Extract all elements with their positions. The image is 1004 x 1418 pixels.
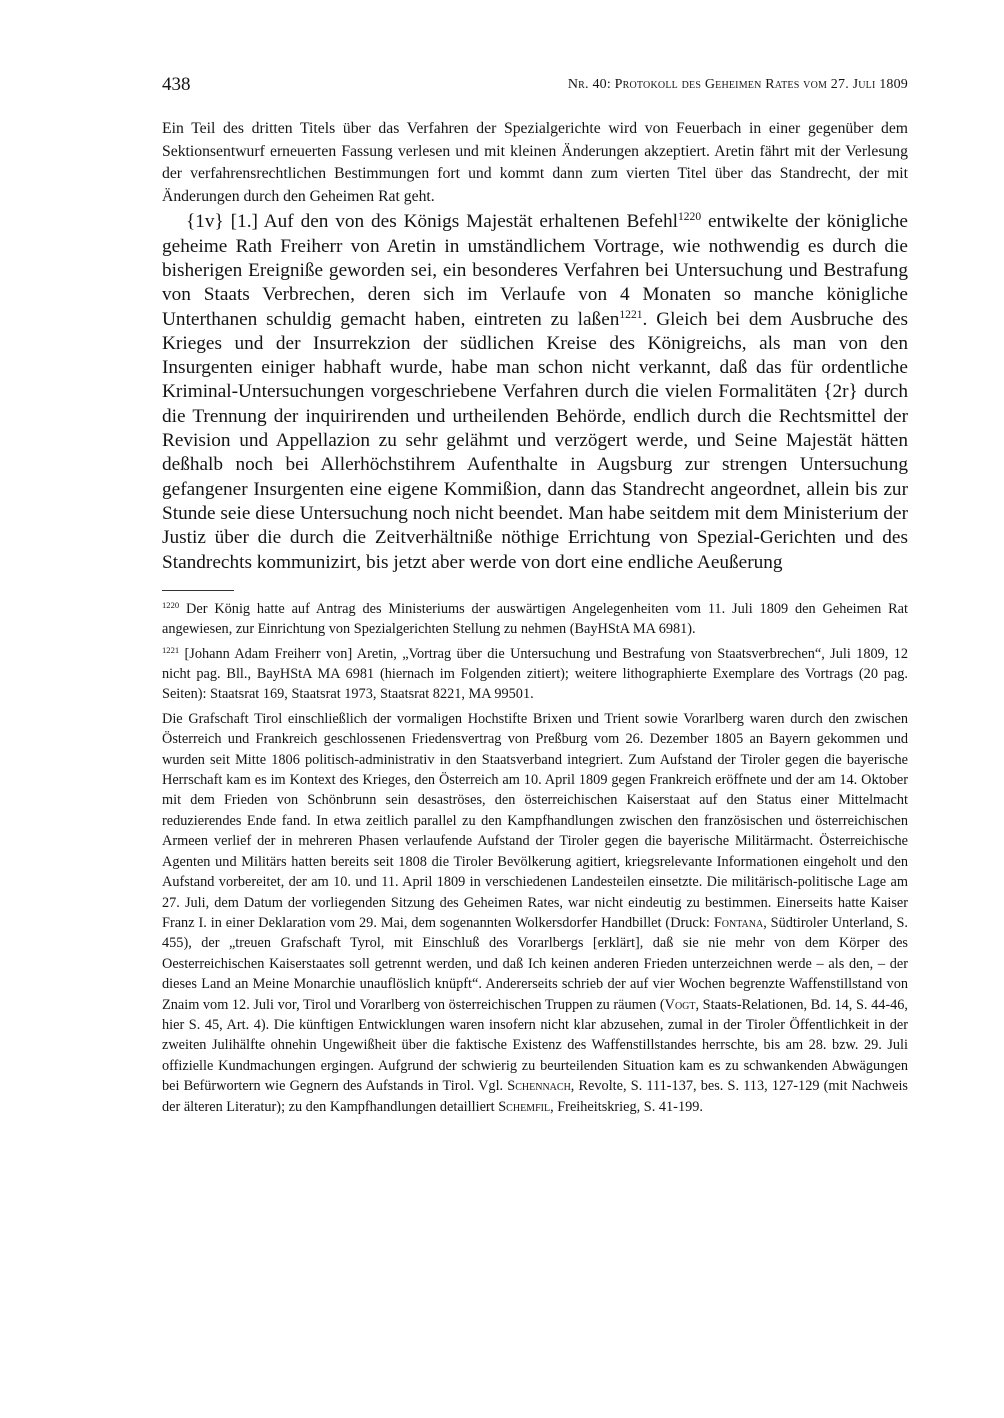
main-text-part: . Gleich bei dem Ausbruche des Krieges und der Insurrekzion der südlichen Kreise des Königreichs, als man von den Insurgenten einiger habhaft wurde, habe man schon nicht verkannt, daß das für ordentliche Kriminal-Untersuchungen vorgeschriebene Verfahren durch die vielen Formalitäten {2r} durch die Trennung der inquirirenden und urtheilenden Behörde, endlich durch die Rechtsmittel der Revision und Appellazion zu sehr gelähmt und verzögert werde, und Seine Majestät hätten deßhalb noch bei Allerhöchstihrem Aufenthalte in Augsburg zur strengen Untersuchung gefangener Insurgenten eine eigene Kommißion, dann das Standrecht angeordnet, allein bis zur Stunde seie diese Untersuchung noch nicht beendet. Man habe seitdem mit dem Ministerium der Justiz über die durch die Zeitverhältniße nöthige Errichtung von Spezial-Gerichten und des Standrechts kommunizirt, bis jetzt aber werde von dort eine endliche Aeußerung [162, 308, 909, 573]
running-head: Nr. 40: Protokoll des Geheimen Rates vom 27. Juli 1809 [567, 77, 908, 92]
footnote [162, 599, 908, 640]
footnote-separator [162, 590, 234, 591]
footnote-reference: 1220 [677, 210, 702, 224]
footnote-text: Der König hatte auf Antrag des Ministeriums der auswärtigen Angelegenheiten vom 11. Juli 1809 den Geheimen Rat angewiesen, zur Einrichtung von Spezialgerichten Stellung zu nehmen (BayHStA MA 6981). [162, 600, 908, 638]
footnote-text: , Staats-Relationen, Bd. 14, S. 44-46, hier S. 45, Art. 4). Die künftigen Entwicklungen waren insofern nicht klar abzusehen, zumal in der Tiroler Öffentlichkeit in der zweiten Julihälfte ohnehin Ungewißheit über die faktische Existenz des Waffenstillstandes herrschte, bis am 28. bzw. 29. Juli offizielle Kundmachungen ergingen. Aufgrund der schwierig zu beurteilenden Situation kam es zu schwankenden Abwägungen bei Befürwortern wie Gegnern des Aufstands in Tirol. Vgl. [162, 996, 908, 1095]
author-name: Schemfil [498, 1098, 551, 1115]
book-page [162, 72, 908, 1117]
footnote-text: , Südtiroler Unterland, S. 455), der „treuen Grafschaft Tyrol, mit Einschluß des Vorarlbergs [erklärt], daß sie nie mehr von dem Körper des Oesterreichischen Kaiserstaates soll getrennt werden, und daß Ich keinen anderen Frieden unterzeichnen werde – als den, – der dieses Land an Meine Monarchie unauflöslich knüpft“. Andererseits schrieb der auf vier Wochen begrenzte Waffenstillstand von Znaim vom 12. Juli vor, Tirol und Vorarlberg von österreichischen Truppen zu räumen ( [162, 914, 908, 1013]
footnote-text: , Freiheitskrieg, S. 41-199. [550, 1098, 703, 1115]
footnote-number: 1220 [162, 599, 180, 610]
main-text-part: {1v} [1.] Auf den von des Königs Majestät erhaltenen Befehl [186, 211, 678, 233]
summary-paragraph: Ein Teil des dritten Titels über das Verfahren der Spezialgerichte wird von Feuerbach in einer gegenüber dem Sektionsentwurf erneuerten Fassung verlesen und mit kleinen Änderungen akzeptiert. Aretin fährt mit der Verlesung der verfahrensrechtlichen Bestimmungen fort und kommt dann zum vierten Titel über das Standrecht, der mit Änderungen durch den Geheimen Rat geht. [162, 120, 908, 205]
footnote-reference: 1221 [619, 307, 643, 321]
author-name: Schennach [507, 1078, 571, 1095]
page-number: 438 [162, 74, 191, 95]
footnote-text: [Johann Adam Freiherr von] Aretin, „Vortrag über die Untersuchung und Bestrafung von Staatsverbrechen“, Juli 1809, 12 nicht pag. Bll., BayHStA MA 6981 (hiernach im Folgenden zitiert); weitere lithographierte Exemplare des Vortrags (20 pag. Seiten): Staatsrat 169, Staatsrat 1973, Staatsrat 8221, MA 99501. [162, 645, 908, 703]
footnote-number: 1221 [162, 644, 180, 655]
footnote [162, 644, 908, 705]
author-name: Fontana [713, 914, 764, 931]
page-header [162, 72, 908, 102]
main-text-part: entwikelte der königliche geheime Rath Freiherr von Aretin in umständlichem Vortrage, wie nothwendig es durch die bisherigen Ereigniße geworden sei, ein besonderes Verfahren bei Untersuchung und Bestrafung von Staats Verbrechen, deren sich im Verlaufe von 4 Monaten so manche königliche Unterthanen schuldig gemacht haben, eintreten zu laßen [162, 211, 908, 330]
author-name: Vogt [664, 996, 696, 1013]
main-paragraph [162, 210, 908, 574]
footnote-text: , Revolte, S. 111-137, bes. S. 113, 127-129 (mit Nachweis der älteren Literatur); zu den Kampfhandlungen detailliert [162, 1078, 908, 1115]
footnote-text: Die Grafschaft Tirol einschließlich der vormaligen Hochstifte Brixen und Trient sowie Vorarlberg waren durch den zwischen Österreich und Frankreich geschlossenen Friedensvertrag von Preßburg vom 26. Dezember 1805 an Bayern gekommen und wurden seit Mitte 1806 politisch-administrativ in den Staatsverband integriert. Zum Aufstand der Tiroler gegen die bayerische Herrschaft kam es im Kontext des Krieges, den Österreich am 10. April 1809 gegen Frankreich eröffnete und der am 14. Oktober mit dem Frieden von Schönbrunn sein desaströses, den österreichischen Kaiserstaat auf den Status einer Mittelmacht reduzierendes Ende fand. In etwa zeitlich parallel zu den Kampfhandlungen zwischen den französischen und österreichischen Armeen verlief der in mehreren Phasen verlaufende Aufstand der Tiroler gegen die bayerische Militärmacht. Österreichische Agenten und Militärs hatten bereits seit 1808 die Tiroler Bevölkerung agitiert, kriegsrelevante Informationen eingeholt und den Aufstand vorbereitet, der am 10. und 11. April 1809 in verschiedenen Landesteilen einsetzte. Die militärisch-politische Lage am 27. Juli, dem Datum der vorliegenden Sitzung des Geheimen Rates, war nicht eindeutig zu bestimmen. Einerseits hatte Kaiser Franz I. in einer Deklaration vom 29. Mai, dem sogenannten Wolkersdorfer Handbillet (Druck: [162, 710, 908, 931]
footnote-continuation [162, 709, 908, 1117]
